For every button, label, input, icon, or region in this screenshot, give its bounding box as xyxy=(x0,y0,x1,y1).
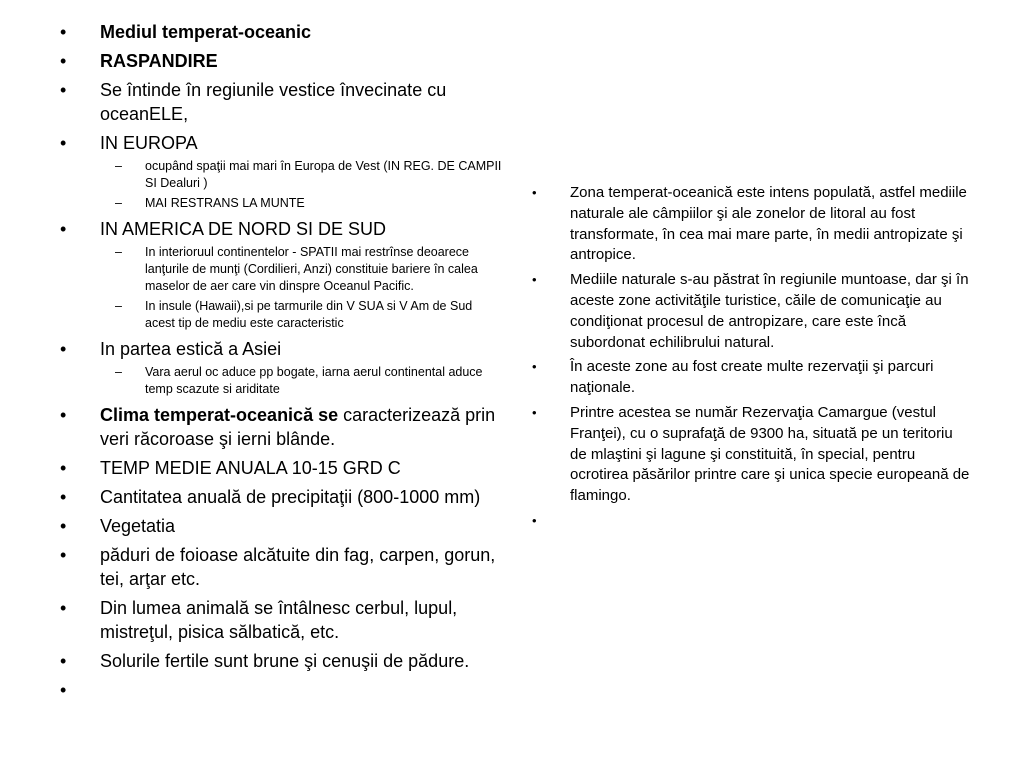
bullet-item xyxy=(530,403,970,507)
bullet-item xyxy=(60,456,505,480)
bullet-icon: • xyxy=(60,545,67,565)
bullet-item xyxy=(60,514,505,538)
bullet-text: Din lumea animală se întâlnesc cerbul, lupul, mistreţul, pisica sălbatică, etc. xyxy=(100,598,458,642)
sub-item-text: In interioruul continentelor - SPATII mai restrînse deoarece lanţurile de munţi (Cordilieri, Anzi) constituie bariere în calea maselor de aer care vin dinspre Oceanul Pacific. xyxy=(145,245,478,293)
bullet-item xyxy=(60,649,505,673)
sub-item xyxy=(60,195,505,212)
bullet-icon: • xyxy=(60,651,67,671)
bullet-item xyxy=(60,20,505,44)
bullet-icon: • xyxy=(60,680,67,700)
bullet-icon: • xyxy=(60,219,67,239)
bullet-text: IN AMERICA DE NORD SI DE SUD xyxy=(100,219,387,239)
bullet-item xyxy=(60,596,505,644)
bullet-icon: • xyxy=(60,458,67,478)
bullet-item xyxy=(60,131,505,155)
bullet-text: În aceste zone au fost create multe rezervaţii şi parcuri naţionale. xyxy=(570,358,934,397)
sub-item-text: MAI RESTRANS LA MUNTE xyxy=(145,196,305,210)
bullet-icon: • xyxy=(532,272,537,288)
bullet-text: păduri de foioase alcătuite din fag, carpen, gorun, tei, arţar etc. xyxy=(100,545,496,589)
sub-list xyxy=(60,364,505,398)
bullet-text: caracterizează prin veri răcoroase şi ierni blânde. xyxy=(100,405,496,449)
bullet-text: Vegetatia xyxy=(100,516,176,536)
bullet-icon: • xyxy=(60,51,67,71)
bullet-item xyxy=(60,49,505,73)
bullet-text: Se întinde în regiunile vestice învecinate cu oceanELE, xyxy=(100,80,447,124)
dash-icon: – xyxy=(115,196,122,210)
right-bullet-list xyxy=(530,183,970,536)
bullet-text: Printre acestea se număr Rezervaţia Camargue (vestul Franţei), cu o suprafaţă de 9300 ha, situată pe un teritoriu de mlaştini şi lagune şi constituită, în special, pentru ocrotirea păsărilor printre care şi unica specie europeană de flamingo. xyxy=(570,403,970,505)
dash-icon: – xyxy=(115,299,122,313)
bullet-item xyxy=(60,217,505,241)
bullet-icon: • xyxy=(532,185,537,200)
bullet-text: IN EUROPA xyxy=(100,133,198,153)
bullet-icon: • xyxy=(60,133,67,153)
dash-icon: – xyxy=(115,365,122,379)
sub-item xyxy=(60,364,505,398)
bullet-text: TEMP MEDIE ANUALA 10-15 GRD C xyxy=(100,458,401,478)
bullet-icon: • xyxy=(60,22,67,42)
bullet-text: Cantitatea anuală de precipitaţii (800-1000 mm) xyxy=(100,487,481,507)
bullet-icon: • xyxy=(60,405,67,425)
bullet-icon: • xyxy=(532,359,537,375)
bullet-item xyxy=(60,78,505,126)
bullet-bold-text: Clima temperat-oceanică se xyxy=(100,405,339,425)
bullet-icon: • xyxy=(532,404,537,420)
bullet-text: In partea estică a Asiei xyxy=(100,339,282,359)
bullet-icon: • xyxy=(60,339,67,359)
bullet-icon: • xyxy=(60,80,67,100)
sub-list xyxy=(60,244,505,332)
left-bullet-list xyxy=(60,20,505,707)
bullet-item xyxy=(60,403,505,451)
sub-item-text: In insule (Hawaii),si pe tarmurile din V SUA si V Am de Sud acest tip de mediu este caracteristic xyxy=(145,299,473,330)
bullet-icon: • xyxy=(60,487,67,507)
bullet-item-empty xyxy=(60,678,505,702)
bullet-text: Mediile naturale s-au păstrat în regiunile muntoase, dar şi în aceste zone activităţile turistice, căile de comunicaţie au condiţionat procesul de antropizare, care este încă subordonat echilibrului natural. xyxy=(570,271,969,351)
dash-icon: – xyxy=(115,159,122,173)
dash-icon: – xyxy=(115,245,122,259)
bullet-item xyxy=(60,337,505,361)
sub-list xyxy=(60,158,505,212)
bullet-text: Zona temperat-oceanică este intens populată, astfel mediile naturale ale câmpiilor şi ale zonelor de litoral au fost transformate, în cea mai mare parte, în medii antropizate şi antropice. xyxy=(570,184,967,264)
sub-item-text: Vara aerul oc aduce pp bogate, iarna aerul continental aduce temp scazute si ariditate xyxy=(145,365,483,396)
bullet-icon: • xyxy=(60,516,67,536)
bullet-icon: • xyxy=(532,512,537,528)
bullet-bold-text: Mediul temperat-oceanic xyxy=(100,22,312,42)
bullet-item xyxy=(530,357,970,399)
sub-item xyxy=(60,244,505,295)
bullet-item xyxy=(530,270,970,353)
bullet-item xyxy=(60,485,505,509)
bullet-item xyxy=(530,183,970,266)
bullet-icon: • xyxy=(60,598,67,618)
sub-item xyxy=(60,158,505,192)
sub-item xyxy=(60,298,505,332)
bullet-item-empty xyxy=(530,511,970,532)
sub-item-text: ocupând spaţii mai mari în Europa de Vest (IN REG. DE CAMPII SI Dealuri ) xyxy=(145,159,502,190)
bullet-bold-text: RASPANDIRE xyxy=(100,51,218,71)
bullet-item xyxy=(60,543,505,591)
bullet-text: Solurile fertile sunt brune şi cenuşii de pădure. xyxy=(100,651,470,671)
